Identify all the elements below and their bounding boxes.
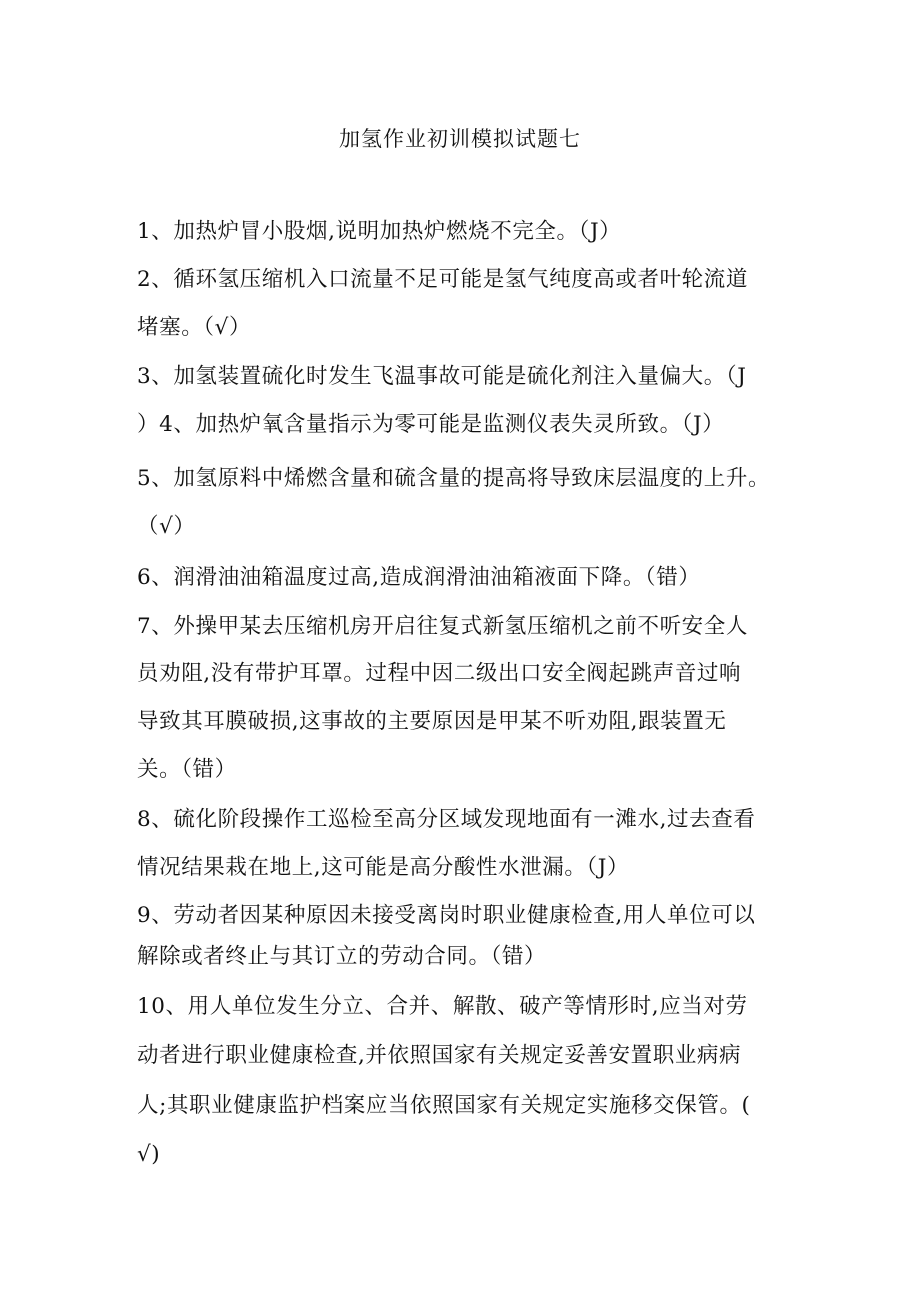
document-title: 加氢作业初训模拟试题七 bbox=[339, 127, 581, 151]
question-line: 1、加热炉冒小股烟,说明加热炉燃烧不完全。（J） bbox=[137, 219, 622, 244]
question-line: 堵塞。（√） bbox=[137, 315, 252, 340]
question-line: 7、外操甲某去压缩机房开启往复式新氢压缩机之前不听安全人 bbox=[137, 614, 748, 639]
question-line: 8、硫化阶段操作工巡检至高分区域发现地面有一滩水,过去查看 bbox=[137, 807, 756, 832]
question-line: 人;其职业健康监护档案应当依照国家有关规定实施移交保管。( bbox=[137, 1093, 751, 1118]
question-line: 3、加氢装置硫化时发生飞温事故可能是硫化剂注入量偏大。（J bbox=[137, 364, 747, 389]
question-line: 2、循环氢压缩机入口流量不足可能是氢气纯度高或者叶轮流道 bbox=[137, 267, 748, 292]
question-line: 动者进行职业健康检查,并依照国家有关规定妥善安置职业病病 bbox=[137, 1043, 742, 1068]
question-line: 5、加氢原料中烯燃含量和硫含量的提高将导致床层温度的上升。 bbox=[137, 466, 771, 491]
question-line: （√） bbox=[137, 514, 196, 539]
question-line: 导致其耳膜破损,这事故的主要原因是甲某不听劝阻,跟装置无 bbox=[137, 709, 727, 734]
question-line: 6、润滑油油箱温度过高,造成润滑油油箱液面下降。（错） bbox=[137, 565, 701, 590]
question-line: 关。（错） bbox=[137, 757, 237, 782]
question-line: 9、劳动者因某种原因未接受离岗时职业健康检查,用人单位可以 bbox=[137, 903, 756, 928]
question-line: √) bbox=[137, 1142, 161, 1167]
question-line: 解除或者终止与其订立的劳动合同。（错） bbox=[137, 944, 547, 969]
question-line: ）4、加热炉氧含量指示为零可能是监测仪表失灵所致。（J） bbox=[137, 412, 725, 437]
question-line: 员劝阻,没有带护耳罩。过程中因二级出口安全阀起跳声音过响 bbox=[137, 661, 742, 686]
question-line: 情况结果栽在地上,这可能是高分酸性水泄漏。（J） bbox=[137, 855, 630, 880]
question-line: 10、用人单位发生分立、合并、解散、破产等情形时,应当对劳 bbox=[137, 994, 748, 1019]
